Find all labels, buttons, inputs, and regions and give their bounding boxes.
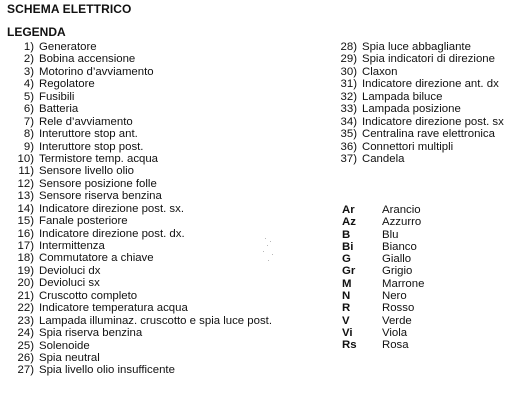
- legend-item: [7, 302, 272, 314]
- legend-title: LEGENDA: [7, 25, 66, 39]
- legend-item: [7, 141, 272, 153]
- legend-item-number: 31): [340, 78, 357, 91]
- legend-item: [7, 203, 272, 215]
- legend-item-number: 4): [23, 78, 34, 91]
- legend-item-number: 12): [17, 177, 34, 190]
- legend-item-number: 26): [17, 351, 34, 364]
- legend-item-number: 23): [17, 314, 34, 327]
- color-name: Arancio: [382, 204, 421, 216]
- legend-item: [7, 41, 272, 53]
- legend-item-number: 33): [340, 103, 357, 116]
- legend-item: [330, 153, 504, 165]
- legend-item-number: 6): [23, 103, 34, 116]
- legend-item-label: Intermittenza: [39, 240, 105, 252]
- legend-item: [7, 53, 272, 65]
- legend-item-label: Batteria: [39, 103, 79, 116]
- legend-item-label: Termistore temp. acqua: [39, 152, 159, 165]
- legend-item-number: 1): [23, 41, 34, 53]
- legend-item: [330, 66, 504, 78]
- color-code: Ar: [342, 204, 355, 216]
- legend-item-number: 27): [17, 364, 34, 377]
- legend-item-label: Spia luce abbagliante: [362, 41, 471, 53]
- legend-item: [7, 352, 272, 364]
- legend-item-label: Regolatore: [39, 78, 95, 91]
- legend-item-label: Centralina rave elettronica: [362, 128, 495, 141]
- legend-item: [330, 53, 504, 65]
- legend-item-label: Spia neutral: [39, 351, 100, 364]
- legend-item-number: 5): [23, 90, 34, 103]
- legend-item-number: 32): [340, 90, 357, 103]
- legend-item-number: 34): [340, 115, 357, 128]
- legend-item-label: Connettori multipli: [362, 140, 454, 153]
- color-code-row: [342, 278, 424, 290]
- legend-item: [7, 327, 272, 339]
- color-code-row: [342, 302, 424, 314]
- legend-item: [330, 141, 504, 153]
- color-code-row: [342, 265, 424, 277]
- legend-item: [7, 277, 272, 289]
- legend-item: [330, 41, 504, 53]
- legend-item-number: 11): [18, 165, 34, 178]
- legend-item: [7, 340, 272, 352]
- legend-item-label: Claxon: [362, 65, 398, 78]
- color-code-row: [342, 241, 424, 253]
- color-code-row: [342, 204, 424, 216]
- legend-item-number: 37): [340, 152, 357, 165]
- color-name: Giallo: [382, 253, 412, 266]
- legend-item-number: 22): [17, 302, 34, 315]
- color-name: Rosso: [382, 302, 415, 315]
- legend-item-label: Lampada illuminaz. cruscotto e spia luce post.: [39, 314, 272, 327]
- legend-item-label: Devioluci dx: [39, 264, 101, 277]
- legend-item-number: 18): [17, 252, 34, 265]
- legend-item-number: 17): [17, 240, 34, 252]
- color-code-row: [342, 229, 424, 241]
- legend-item: [7, 128, 272, 140]
- legend-item-label: Generatore: [39, 41, 97, 53]
- legend-item: [7, 252, 272, 264]
- color-code: R: [342, 302, 351, 315]
- legend-item-number: 20): [17, 277, 34, 290]
- legend-item: [7, 165, 272, 177]
- color-name: Viola: [382, 326, 408, 339]
- legend-item-number: 15): [17, 215, 34, 228]
- legend-item: [7, 228, 272, 240]
- color-name: Bianco: [382, 240, 417, 253]
- legend-item-number: 7): [23, 115, 34, 128]
- scan-speckles: [262, 236, 276, 266]
- legend-item: [330, 128, 504, 140]
- color-code: Az: [342, 216, 356, 229]
- color-code-list: [342, 204, 424, 352]
- legend-item-number: 3): [23, 65, 34, 78]
- legend-item-label: Spia riserva benzina: [39, 327, 143, 340]
- color-name: Blu: [382, 228, 399, 241]
- legend-item-number: 35): [340, 128, 357, 141]
- legend-item-number: 28): [340, 41, 357, 53]
- legend-item: [7, 78, 272, 90]
- legend-item: [7, 116, 272, 128]
- color-code: Rs: [342, 339, 357, 352]
- color-code-row: [342, 216, 424, 228]
- legend-item-label: Bobina accensione: [39, 53, 136, 66]
- legend-item-label: Fanale posteriore: [39, 215, 128, 228]
- legend-item-number: 13): [17, 190, 34, 203]
- legend-item-number: 14): [17, 202, 34, 215]
- legend-item-label: Devioluci sx: [39, 277, 100, 290]
- color-code: N: [342, 290, 351, 303]
- legend-item-label: Fusibili: [39, 90, 75, 103]
- legend-item-number: 9): [23, 140, 34, 153]
- legend-item: [7, 215, 272, 227]
- color-code: V: [342, 314, 350, 327]
- legend-item: [7, 190, 272, 202]
- legend-item-label: Indicatore direzione post. dx.: [39, 227, 185, 240]
- legend-item-label: Interuttore stop post.: [39, 140, 144, 153]
- legend-list-right: [330, 41, 504, 165]
- legend-item-label: Lampada biluce: [362, 90, 443, 103]
- color-code: Gr: [342, 265, 356, 278]
- color-code: Vi: [342, 326, 353, 339]
- legend-item-number: 16): [17, 227, 34, 240]
- legend-item-label: Indicatore direzione post. sx.: [39, 202, 184, 215]
- legend-item-label: Cruscotto completo: [39, 289, 138, 302]
- legend-item: [7, 91, 272, 103]
- color-name: Marrone: [382, 277, 425, 290]
- legend-item-number: 24): [17, 327, 34, 340]
- legend-item-label: Spia livello olio insufficente: [39, 364, 175, 377]
- legend-item: [7, 290, 272, 302]
- color-code: G: [342, 253, 351, 266]
- legend-list-left: [7, 41, 272, 377]
- color-name: Rosa: [382, 339, 409, 352]
- color-name: Grigio: [382, 265, 413, 278]
- color-name: Azzurro: [382, 216, 422, 229]
- legend-item-label: Solenoide: [39, 339, 90, 352]
- legend-item-label: Indicatore direzione post. sx: [362, 115, 504, 128]
- legend-item-number: 21): [17, 289, 34, 302]
- legend-item-number: 36): [340, 140, 357, 153]
- color-code-row: [342, 315, 424, 327]
- legend-item-number: 25): [17, 339, 34, 352]
- legend-item: [7, 315, 272, 327]
- legend-item-number: 8): [23, 128, 34, 141]
- page-title: SCHEMA ELETTRICO: [7, 2, 132, 16]
- legend-item: [330, 78, 504, 90]
- legend-item-number: 10): [17, 152, 34, 165]
- color-code: B: [342, 228, 351, 241]
- legend-item-label: Spia indicatori di direzione: [362, 53, 495, 66]
- legend-item-label: Sensore riserva benzina: [39, 190, 162, 203]
- legend-item-label: Commutatore a chiave: [39, 252, 154, 265]
- legend-item-number: 19): [17, 264, 34, 277]
- legend-item-label: Candela: [362, 152, 405, 165]
- legend-item: [7, 178, 272, 190]
- legend-item-label: Sensore posizione folle: [39, 177, 157, 190]
- color-name: Verde: [382, 314, 412, 327]
- legend-item: [7, 66, 272, 78]
- color-name: Nero: [382, 290, 407, 303]
- legend-item-label: Lampada posizione: [362, 103, 461, 116]
- legend-item: [7, 364, 272, 376]
- color-code-row: [342, 327, 424, 339]
- legend-item-number: 29): [340, 53, 357, 66]
- legend-item-number: 2): [23, 53, 34, 66]
- legend-item-label: Indicatore temperatura acqua: [39, 302, 188, 315]
- legend-item: [7, 103, 272, 115]
- legend-item: [7, 240, 272, 252]
- legend-item-label: Sensore livello olio: [39, 165, 134, 178]
- color-code-row: [342, 339, 424, 351]
- legend-item-label: Indicatore direzione ant. dx: [362, 78, 499, 91]
- color-code-row: [342, 290, 424, 302]
- legend-item: [7, 153, 272, 165]
- legend-item: [330, 116, 504, 128]
- legend-item: [330, 103, 504, 115]
- color-code: M: [342, 277, 352, 290]
- legend-item-label: Motorino d’avviamento: [39, 65, 154, 78]
- legend-item-label: Rele d’avviamento: [39, 115, 133, 128]
- legend-item-number: 30): [340, 65, 357, 78]
- color-code-row: [342, 253, 424, 265]
- legend-item: [330, 91, 504, 103]
- legend-item: [7, 265, 272, 277]
- color-code: Bi: [342, 240, 354, 253]
- legend-item-label: Interuttore stop ant.: [39, 128, 138, 141]
